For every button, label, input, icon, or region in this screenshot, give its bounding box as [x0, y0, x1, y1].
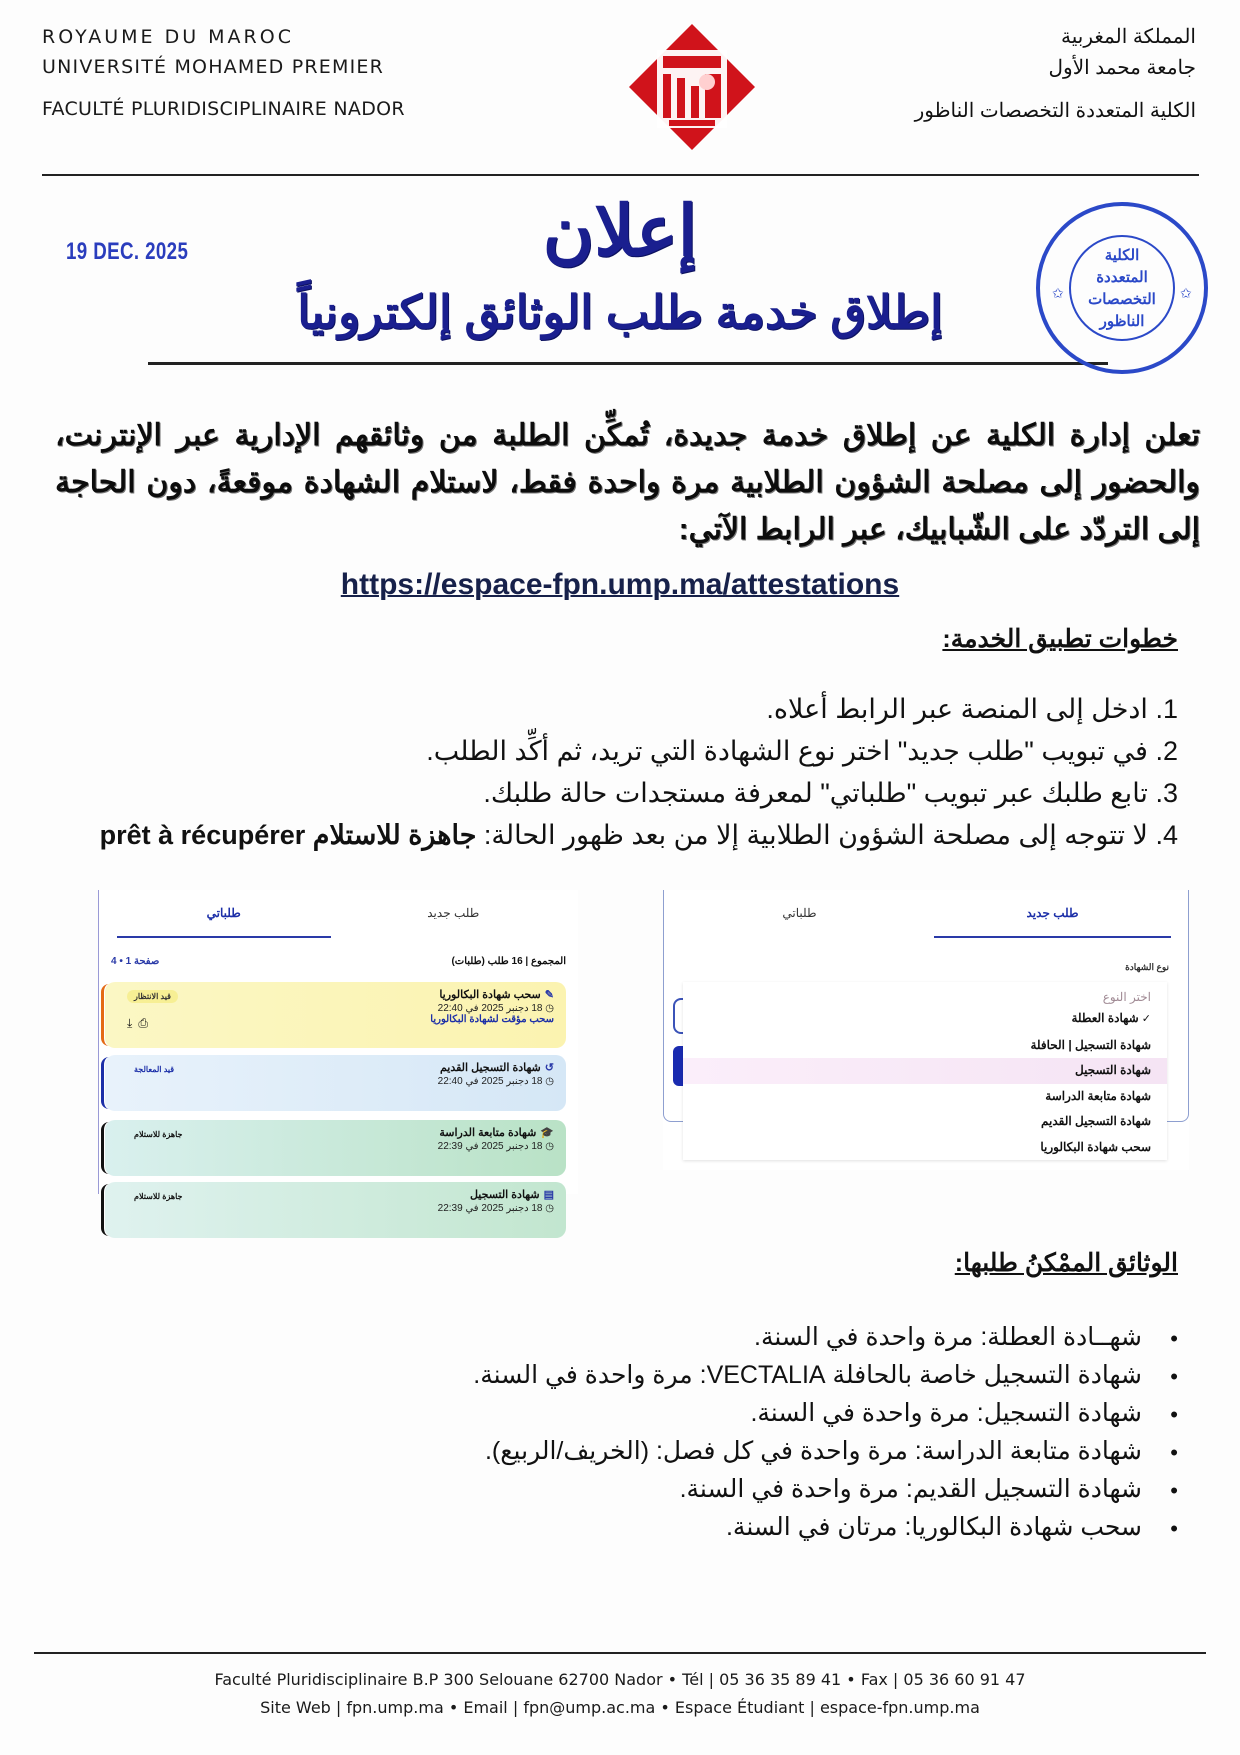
request-title: سحب شهادة البكالوريا — [439, 989, 541, 1001]
status-badge: جاهزة للاستلام — [134, 1192, 183, 1201]
dropdown-placeholder: اختر النوع — [1102, 990, 1151, 1004]
history-icon: ↺ — [544, 1062, 554, 1074]
status-bracket — [101, 984, 109, 1046]
svg-text:التخصصات: التخصصات — [1088, 291, 1156, 308]
official-seal-icon — [1032, 198, 1212, 378]
dropdown-option[interactable]: شهادة متابعة الدراسة — [1045, 1088, 1151, 1103]
documents-title: الوثائق الممْكنُ طلبها: — [954, 1249, 1178, 1277]
clock-icon: ◷ — [542, 1076, 554, 1087]
clock-icon: ◷ — [542, 1141, 554, 1152]
document-icon: ▤ — [543, 1189, 554, 1201]
request-title: شهادة متابعة الدراسة — [439, 1127, 537, 1139]
step-item: 2. في تبويب "طلب جديد" اختر نوع الشهادة التي تريد، ثم أكِّد الطلب. — [426, 736, 1178, 766]
ready-status-text: جاهزة للاستلام prêt à récupérer — [99, 820, 477, 850]
document-item: • شهــادة العطلة: مرة واحدة في السنة. — [78, 1318, 1178, 1356]
header-divider — [42, 174, 1199, 176]
step-item: 3. تابع طلبك عبر تبويب "طلباتي" لمعرفة مستجدات حالة طلبك. — [483, 778, 1178, 808]
university-label-ar: جامعة محمد الأول — [1048, 57, 1196, 79]
request-card[interactable] — [105, 1120, 566, 1176]
svg-text:المتعددة: المتعددة — [1096, 269, 1148, 286]
header-left-block — [42, 22, 405, 124]
footer-contacts: Site Web | fpn.ump.ma • Email | fpn@ump.ac.ma • Espace Étudiant | espace-fpn.ump.ma — [260, 1698, 980, 1717]
request-title: شهادة التسجيل — [469, 1189, 540, 1201]
document-item: • شهادة التسجيل خاصة بالحافلة VECTALIA: مرة واحدة في السنة. — [78, 1356, 1178, 1394]
announcement-title: إعلان — [542, 192, 698, 270]
request-date: 18 دجنبر 2025 في 22:39 — [437, 1141, 543, 1152]
dropdown-option[interactable]: شهادة التسجيل | الحافلة — [1030, 1037, 1151, 1052]
status-badge: قيد الانتظار — [127, 990, 178, 1003]
kingdom-label-ar: المملكة المغربية — [1061, 26, 1196, 48]
request-card[interactable] — [105, 1055, 566, 1111]
certificate-type-dropdown[interactable] — [683, 982, 1167, 1160]
request-title: شهادة التسجيل القديم — [439, 1062, 541, 1074]
university-logo-icon — [627, 22, 757, 152]
download-icon[interactable]: ⤓ — [127, 1016, 139, 1030]
status-bracket — [101, 1057, 109, 1109]
documents-list — [78, 1318, 1178, 1546]
new-request-screenshot — [663, 890, 1189, 1170]
footer — [0, 1666, 1240, 1722]
footer-address: Faculté Pluridisciplinaire B.P 300 Selouane 62700 Nador • Tél | 05 36 35 89 41 • Fax | 05 36 60 91 47 — [214, 1670, 1026, 1689]
dropdown-option[interactable]: ✓ شهادة العطلة — [699, 1006, 1151, 1033]
link-row — [0, 568, 1240, 602]
faculty-label-ar: الكلية المتعددة التخصصات الناظور — [914, 100, 1196, 122]
clock-icon: ◷ — [542, 1203, 554, 1214]
svg-text:✩: ✩ — [1052, 285, 1064, 301]
steps-list — [98, 688, 1178, 856]
svg-text:الكلية: الكلية — [1104, 247, 1140, 264]
tab-new-request[interactable]: طلب جديد — [926, 900, 1179, 940]
tabs-bar — [673, 900, 1179, 940]
step-item: 1. ادخل إلى المنصة عبر الرابط أعلاه. — [766, 694, 1178, 724]
clock-icon: ◷ — [542, 1003, 554, 1014]
certificate-type-label: نوع الشهادة — [1125, 962, 1169, 972]
attestations-link[interactable]: https://espace-fpn.ump.ma/attestations — [340, 568, 900, 601]
tab-my-requests[interactable]: طلباتي — [782, 906, 817, 920]
header-right-block — [915, 22, 1196, 127]
total-count: المجموع | 16 طلب (طلبات) — [451, 956, 566, 967]
svg-text:الناظور: الناظور — [1099, 313, 1145, 330]
print-icon[interactable]: ⎙ — [138, 1016, 154, 1030]
kingdom-label-fr: ROYAUME DU MAROC — [42, 26, 294, 48]
tab-new-request[interactable]: طلب جديد — [427, 906, 480, 920]
svg-text:✩: ✩ — [1180, 285, 1192, 301]
intro-paragraph: تعلن إدارة الكلية عن إطلاق خدمة جديدة، تُمكِّن الطلبة من وثائقهم الإدارية عبر الإنترنت، والحضور إلى مصلحة الشؤون الطلابية مرة واحدة فقط، لاستلام الشهادة موقعةً، دون الحاجة إلى التردّد على الشّبابيك، عبر الرابط الآتي: — [55, 419, 1200, 546]
dropdown-option[interactable]: شهادة التسجيل القديم — [1041, 1114, 1151, 1128]
steps-title: خطوات تطبيق الخدمة: — [942, 625, 1178, 653]
dropdown-option[interactable]: شهادة التسجيل — [683, 1058, 1167, 1084]
document-item: • شهادة التسجيل القديم: مرة واحدة في السنة. — [78, 1470, 1178, 1508]
announcement-subtitle: إطلاق خدمة طلب الوثائق إلكترونياً — [297, 286, 943, 338]
request-card[interactable] — [105, 1182, 566, 1238]
status-badge: قيد المعالجة — [134, 1065, 175, 1074]
step-item: 4. لا تتوجه إلى مصلحة الشؤون الطلابية إلا من بعد ظهور الحالة: جاهزة للاستلام prêt à récupérer — [99, 820, 1178, 850]
my-requests-screenshot — [98, 890, 578, 1214]
graduation-cap-icon: 🎓 — [540, 1127, 554, 1139]
pagination[interactable]: صفحة 1 • 4 — [111, 956, 160, 967]
tabs-bar — [109, 900, 568, 940]
request-date: 18 دجنبر 2025 في 22:40 — [437, 1003, 543, 1014]
university-label-fr: UNIVERSITÉ MOHAMED PREMIER — [42, 56, 385, 78]
footer-divider — [34, 1652, 1206, 1654]
request-note: سحب مؤقت لشهادة البكالوريا — [430, 1014, 554, 1025]
file-signature-icon: ✎ — [544, 989, 554, 1001]
status-bracket — [101, 1122, 109, 1174]
document-item: • سحب شهادة البكالوريا: مرتان في السنة. — [78, 1508, 1178, 1546]
requests-summary — [111, 956, 566, 967]
request-card[interactable] — [105, 982, 566, 1048]
document-item: • شهادة التسجيل: مرة واحدة في السنة. — [78, 1394, 1178, 1432]
faculty-label-fr: FACULTÉ PLURIDISCIPLINAIRE NADOR — [42, 98, 405, 120]
document-item: • شهادة متابعة الدراسة: مرة واحدة في كل فصل: (الخريف/الربيع). — [78, 1432, 1178, 1470]
tab-my-requests[interactable]: طلباتي — [109, 900, 339, 940]
request-date: 18 دجنبر 2025 في 22:40 — [437, 1076, 543, 1087]
dropdown-option[interactable]: سحب شهادة البكالوريا — [1040, 1139, 1151, 1154]
title-divider — [148, 362, 1108, 365]
date-stamp: 19 DEC. 2025 — [66, 238, 189, 265]
submit-button-edge[interactable] — [673, 1046, 683, 1086]
request-date: 18 دجنبر 2025 في 22:39 — [437, 1203, 543, 1214]
status-bracket — [101, 1184, 109, 1236]
status-badge: جاهزة للاستلام — [134, 1130, 183, 1139]
